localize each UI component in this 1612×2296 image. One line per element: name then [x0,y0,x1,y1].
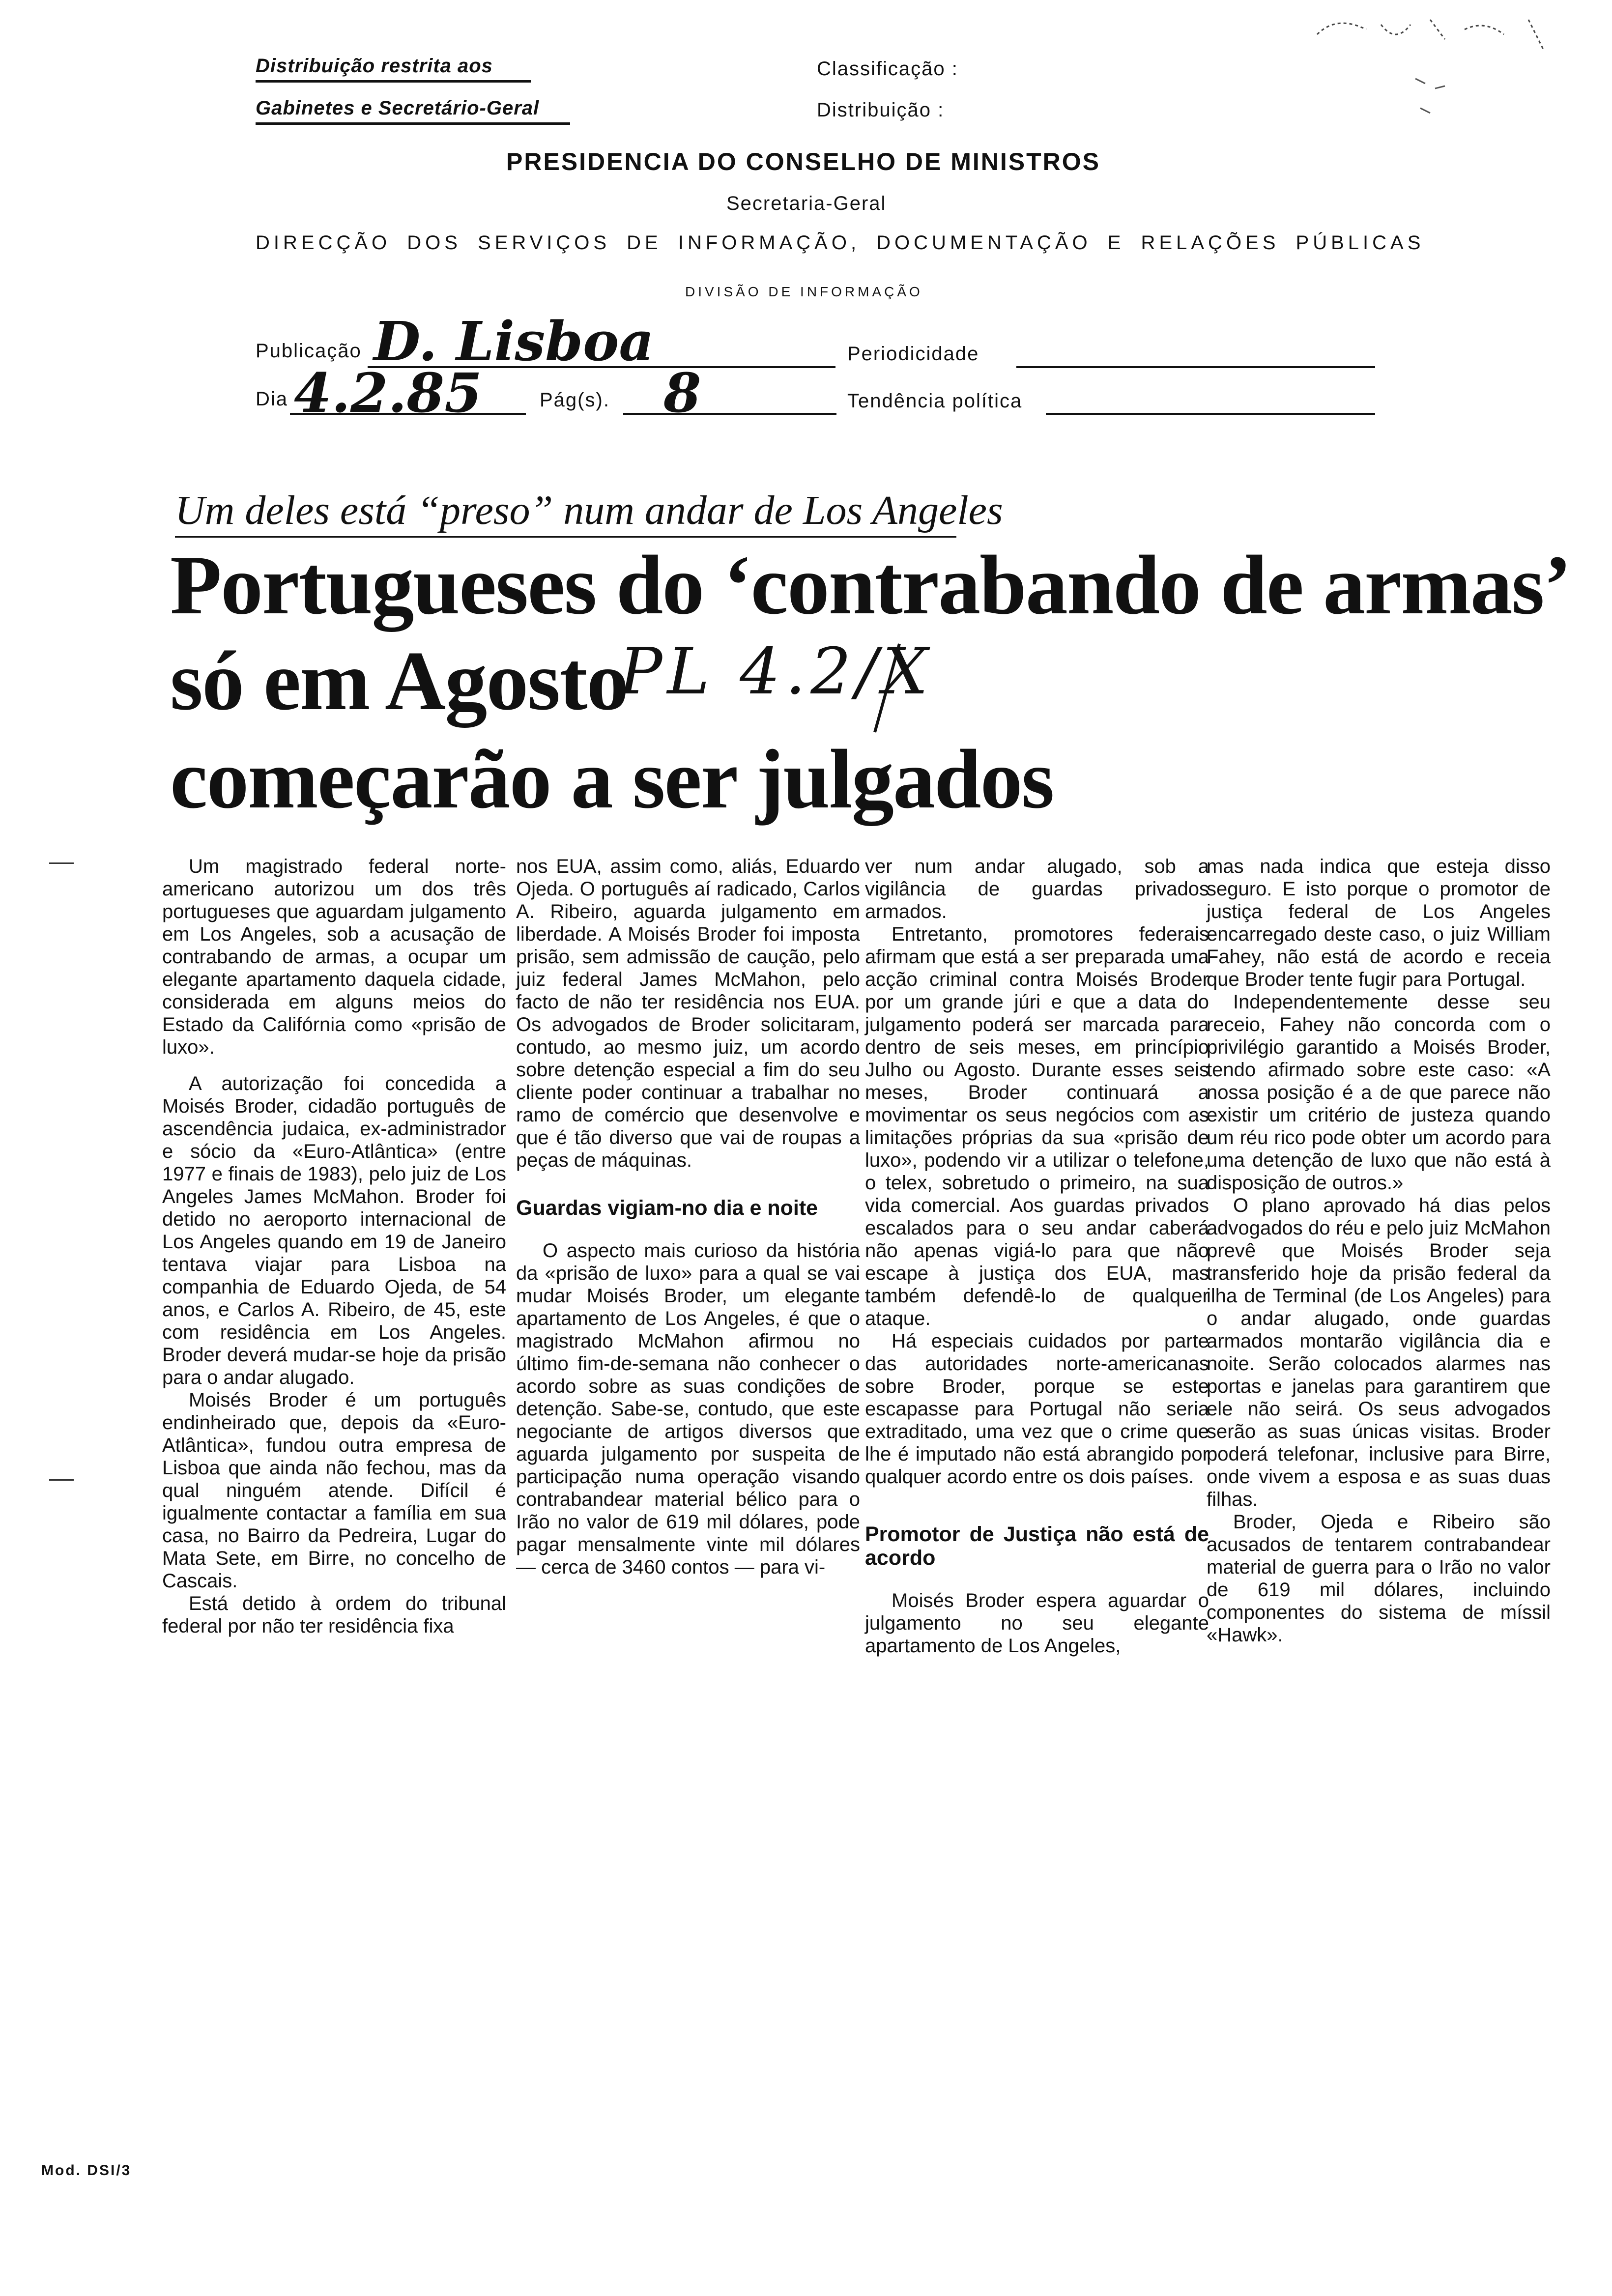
pages-label: Pág(s). [540,389,610,411]
publication-label: Publicação [256,340,362,362]
kicker: Um deles está “preso” num andar de Los Angeles [175,487,956,538]
secretariat: Secretaria-Geral [726,193,887,214]
org-name: PRESIDENCIA DO CONSELHO DE MINISTROS [506,148,1101,175]
classification-label: Classificação : [817,58,958,80]
pages-line [623,413,836,415]
headline-line-3: começarão a ser julgados [170,733,1054,826]
day-value: 4.2.85 [294,361,482,425]
day-label: Dia [256,388,288,410]
restriction-line-2: Gabinetes e Secretário-Geral [256,97,570,125]
col1-paragraph-1: Um magistrado federal norte-americano autorizou um dos três portugueses que aguardam julgamento em Los Angeles, sob a acusação de contrabando de armas, a ocupar um elegante apartamento daquela cidade, considerada em alguns meios do Estado da Califórnia como «prisão de luxo». [162,856,506,1058]
periodicity-label: Periodicidade [847,343,979,365]
distribution-label: Distribuição : [817,99,945,121]
margin-tick-bottom [49,1479,74,1481]
col3-subheading: Promotor de Justiça não está de acordo [865,1522,1209,1570]
col2-subheading: Guardas vigiam-no dia e noite [516,1196,818,1220]
political-label: Tendência política [847,390,1023,412]
col2-paragraph-2: O aspecto mais curioso da história da «prisão de luxo» para a qual se vai mudar Moisés Broder, um elegante apartamento de Los Angeles, é que o magistrado McMahon afirmou no último fim-de-semana não conhecer o acordo sobre as suas condições de detenção. Sabe-se, contudo, que este negociante de artigos diversos que aguarda julgamento por suspeita de participação numa operação visando contrabandear material bélico para o Irão no valor de 619 mil dólares, pode pagar mensalmente vinte mil dólares — cerca de 3460 contos — para vi- [516,1240,860,1578]
col1-paragraph-4: Está detido à ordem do tribunal federal por não ter residência fixa [162,1593,506,1637]
col4-paragraph-1: mas nada indica que esteja disso seguro. E isto porque o promotor de justiça federal de Los Angeles encarregado deste caso, o juiz William Fahey, não está de acordo e receia que Broder tente fugir para Portugal. [1207,856,1551,990]
col3-paragraph-1: ver num andar alugado, sob a vigilância de guardas privados armados. [865,856,1209,922]
article-column-2 [516,855,860,1578]
article-column-3 [865,855,1209,1657]
col1-paragraph-2: A autorização foi concedida a Moisés Broder, cidadão português de ascendência judaica, ex-administrador e sócio da «Euro-Atlântica» (entre 1977 e finais de 1983), pelo juiz de Los Angeles James McMahon. Broder foi detido no aeroporto internacional de Los Angeles quando em 19 de Janeiro tentava viajar para Lisboa na companhia de Eduardo Ojeda, de 54 anos, e Carlos A. Ribeiro, de 45, este com residência em Los Angeles. Broder deverá mudar-se hoje da prisão para o andar alugado. [162,1073,506,1388]
headline-line-2: só em Agosto [170,634,628,728]
annotation-slash [865,639,909,737]
col2-paragraph-1: nos EUA, assim como, aliás, Eduardo Ojeda. O português aí radicado, Carlos A. Ribeiro, aguarda julgamento em liberdade. A Moisés Broder foi imposta prisão, sem admissão de caução, pelo juiz federal James McMahon, pelo facto de não ter residência nos EUA. Os advogados de Broder solicitaram, contudo, ao mesmo juiz, um acordo sobre detenção especial a fim do seu cliente poder continuar a trabalhar no ramo de comércio que desenvolve e que é tão diverso que vai de roupas a peças de máquinas. [516,856,860,1171]
publication-value: D. Lisboa [374,310,654,373]
col3-paragraph-4: Moisés Broder espera aguardar o julgamento no seu elegante apartamento de Los Angeles, [865,1590,1209,1657]
col4-paragraph-3: O plano aprovado há dias pelos advogados do réu e pelo juiz McMahon prevê que Moisés Broder seja transferido hoje da prisão federal da ilha de Terminal (de Los Angeles) para o andar alugado, onde guardas armados montarão vigilância dia e noite. Serão colocados alarmes nas portas e janelas para garantirem que ele não seirá. Os seus advogados serão as suas únicas visitas. Broder poderá telefonar, inclusive para Birre, onde vivem a esposa e as suas duas filhas. [1207,1195,1551,1510]
margin-tick-top [49,862,74,864]
article-column-1 [162,855,506,1637]
directorate: DIRECÇÃO DOS SERVIÇOS DE INFORMAÇÃO, DOCUMENTAÇÃO E RELAÇÕES PÚBLICAS [256,232,1425,254]
periodicity-line [1016,366,1375,368]
form-code: Mod. DSI/3 [41,2162,132,2179]
pages-value: 8 [663,361,701,425]
day-line [290,413,526,415]
col4-paragraph-4: Broder, Ojeda e Ribeiro são acusados de tentarem contrabandear material de guerra para o Irão no valor de 619 mil dólares, incluindo componentes do sistema de míssil «Hawk». [1207,1511,1551,1646]
political-line [1046,413,1375,415]
handwritten-annotation: PL 4.2/X [619,634,933,709]
col3-paragraph-2: Entretanto, promotores federais afirmam que está a ser preparada uma acção criminal contra Moisés Broder por um grande júri e que a data do julgamento poderá ser marcada para dentro de seis meses, em princípio Julho ou Agosto. Durante esses seis meses, Broder continuará a movimentar os seus negócios com as limitações próprias da sua «prisão de luxo», podendo vir a utilizar o telefone, o telex, sobretudo o primeiro, na sua vida comercial. Aos guardas privados escalados para o seu andar caberá não apenas vigiá-lo para que não escape à justiça dos EUA, mas também defendê-lo de qualquer ataque. [865,923,1209,1329]
col4-paragraph-2: Independentemente desse seu receio, Fahey não concorda com o privilégio garantido a Moisés Broder, tendo afirmado sobre este caso: «A nossa posição é a de que parece não existir um critério de justeza quando um réu rico pode obter um acordo para uma detenção de luxo que não está à disposição de outros.» [1207,991,1551,1194]
restriction-line-1: Distribuição restrita aos [256,55,531,83]
article-column-4 [1207,855,1551,1646]
col1-paragraph-3: Moisés Broder é um português endinheirado que, depois da «Euro-Atlântica», fundou outra empresa de Lisboa que ainda não fechou, mas da qual ninguém atende. Difícil é igualmente contactar a família em sua casa, no Bairro da Pedreira, Lugar do Mata Sete, em Birre, no concelho de Cascais. [162,1389,506,1592]
col3-paragraph-3: Há especiais cuidados por parte das autoridades norte-americanas sobre Broder, porque se este escapasse para Portugal não seria extraditado, uma vez que o crime que lhe é imputado não está abrangido por qualquer acordo entre os dois países. [865,1330,1209,1488]
stamp-smudge [1297,5,1573,152]
division: DIVISÃO DE INFORMAÇÃO [685,284,923,299]
headline-line-1: Portugueses do ‘contrabando de armas’ [170,539,1571,632]
